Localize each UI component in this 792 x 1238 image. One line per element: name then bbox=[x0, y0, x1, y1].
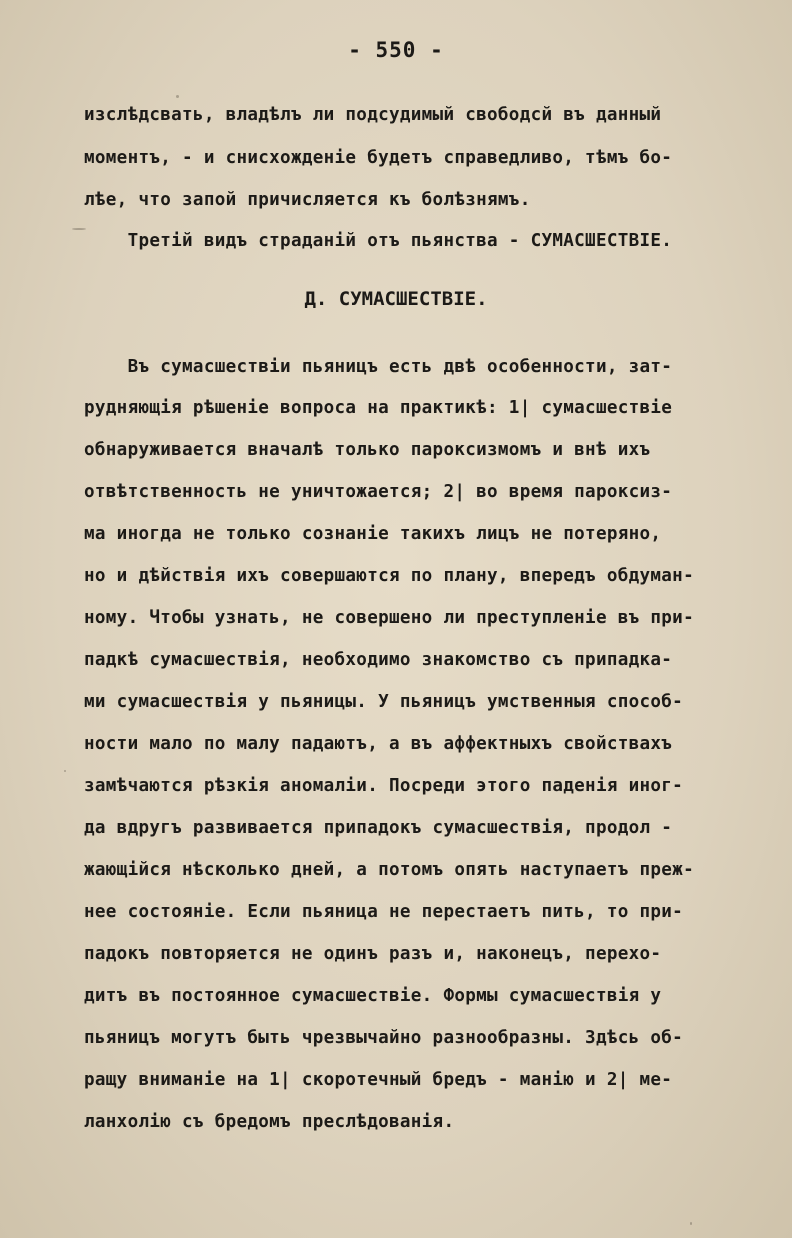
text-line: ращу вниманіе на 1| скоротечный бредъ - манію и 2| ме- bbox=[84, 1070, 673, 1090]
paper-speck bbox=[64, 770, 66, 772]
text-line: нее состояніе. Если пьяница не перестаетъ пить, то при- bbox=[84, 902, 684, 922]
section-heading: Д. СУМАСШЕСТВІЕ. bbox=[304, 288, 488, 310]
text-line: но и дѣйствія ихъ совершаются по плану, впередъ обдуман- bbox=[84, 566, 694, 586]
text-line: Въ сумасшествіи пьяницъ есть двѣ особенности, зат- bbox=[84, 357, 673, 377]
text-line: моментъ, - и снисхожденіе будетъ справедливо, тѣмъ бо- bbox=[84, 148, 673, 168]
text-line: падокъ повторяется не одинъ разъ и, наконецъ, перехо- bbox=[84, 944, 662, 964]
text-line: дитъ въ постоянное сумасшествіе. Формы сумасшествія у bbox=[84, 986, 662, 1006]
page-number: - 550 - bbox=[348, 38, 444, 62]
text-line: Третій видъ страданій отъ пьянства - СУМАСШЕСТВІЕ. bbox=[84, 231, 673, 251]
paper-speck bbox=[176, 95, 179, 98]
text-line: пьяницъ могутъ быть чрезвычайно разнообразны. Здѣсь об- bbox=[84, 1028, 684, 1048]
text-line: замѣчаются рѣзкія аномаліи. Посреди этого паденія иног- bbox=[84, 776, 684, 796]
text-line: ности мало по малу падаютъ, а въ аффектныхъ свойствахъ bbox=[84, 734, 673, 754]
text-line: лѣе, что запой причисляется къ болѣзнямъ. bbox=[84, 190, 531, 210]
text-line: обнаруживается вначалѣ только пароксизмомъ и внѣ ихъ bbox=[84, 440, 651, 460]
text-line: ми сумасшествія у пьяницы. У пьяницъ умственныя способ- bbox=[84, 692, 684, 712]
text-line: изслѣдсвать, владѣлъ ли подсудимый свободсй въ данный bbox=[84, 105, 662, 125]
text-line: жающійся нѣсколько дней, а потомъ опять наступаетъ преж- bbox=[84, 860, 694, 880]
text-line: ному. Чтобы узнать, не совершено ли преступленіе въ при- bbox=[84, 608, 694, 628]
text-line: падкѣ сумасшествія, необходимо знакомство съ припадка- bbox=[84, 650, 673, 670]
text-line: рудняющія рѣшеніе вопроса на практикѣ: 1| сумасшествіе bbox=[84, 398, 673, 418]
text-line: ма иногда не только сознаніе такихъ лицъ не потеряно, bbox=[84, 524, 662, 544]
text-line: да вдругъ развивается припадокъ сумасшествія, продол - bbox=[84, 818, 673, 838]
paper-speck bbox=[72, 228, 86, 230]
text-line: отвѣтственность не уничтожается; 2| во время пароксиз- bbox=[84, 482, 673, 502]
text-line: ланхолію съ бредомъ преслѣдованія. bbox=[84, 1112, 455, 1132]
paper-speck bbox=[690, 1222, 692, 1225]
